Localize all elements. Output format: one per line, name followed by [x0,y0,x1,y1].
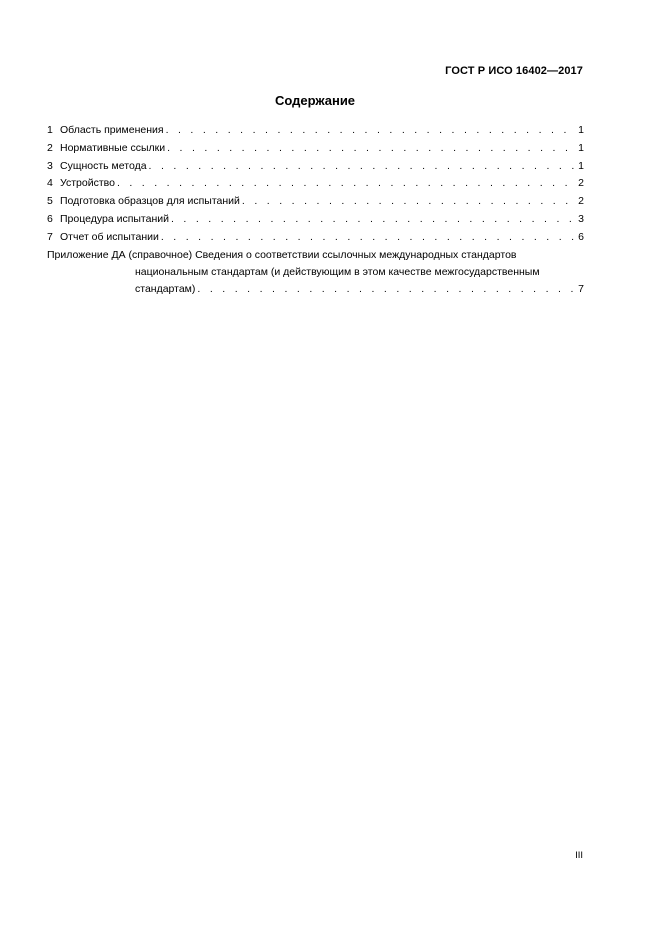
toc-item-number: 4 [47,177,53,190]
dot-leader [159,229,576,247]
toc-item-page: 2 [578,195,584,208]
dot-leader [240,193,576,211]
toc-item-label: Подготовка образцов для испытаний [60,195,240,208]
toc-item[interactable] [47,158,584,176]
toc-item-label: Область применения [60,124,164,136]
toc-item-page: 1 [578,141,584,154]
page-number: III [575,850,583,861]
toc-item[interactable] [47,122,584,140]
toc-item[interactable] [47,229,584,247]
toc-item-number: 3 [47,159,53,172]
dot-leader [164,122,577,140]
toc-item[interactable] [47,140,584,158]
toc-item[interactable] [47,175,584,193]
appendix-title-line-1: Приложение ДА (справочное) Сведения о соответствии ссылочных международных стандартов [47,248,517,261]
toc-item[interactable] [47,211,584,229]
dot-leader [195,281,576,298]
toc-item-label: Сущность метода [60,159,147,172]
toc-item-number: 2 [47,141,53,154]
standard-code-header: ГОСТ Р ИСО 16402—2017 [445,65,583,77]
toc-item-page: 1 [578,124,584,136]
toc-item-number: 1 [47,124,53,136]
toc-item-page: 6 [578,230,584,243]
toc-item-number: 6 [47,212,53,225]
toc-item-page: 3 [578,212,584,225]
toc-item-label: Нормативные ссылки [60,141,166,154]
toc-title: Содержание [274,93,356,108]
toc-appendix-item[interactable] [47,247,584,298]
toc-item-label: Процедура испытаний [60,212,169,225]
toc-item[interactable] [47,193,584,211]
toc-item-label: Отчет об испытании [60,230,159,243]
dot-leader [165,140,576,158]
toc-item-number: 5 [47,195,53,208]
table-of-contents [47,122,584,298]
toc-item-number: 7 [47,230,53,243]
appendix-title-line-3: стандартам) [135,282,196,295]
dot-leader [115,175,576,193]
toc-item-page: 2 [578,177,584,190]
toc-item-page: 1 [578,159,584,172]
dot-leader [169,211,576,229]
dot-leader [147,158,577,176]
appendix-title-line-2: национальным стандартам (и действующим в этом качестве межгосударственным [135,265,540,278]
toc-item-label: Устройство [60,177,115,190]
appendix-page: 7 [578,282,584,295]
